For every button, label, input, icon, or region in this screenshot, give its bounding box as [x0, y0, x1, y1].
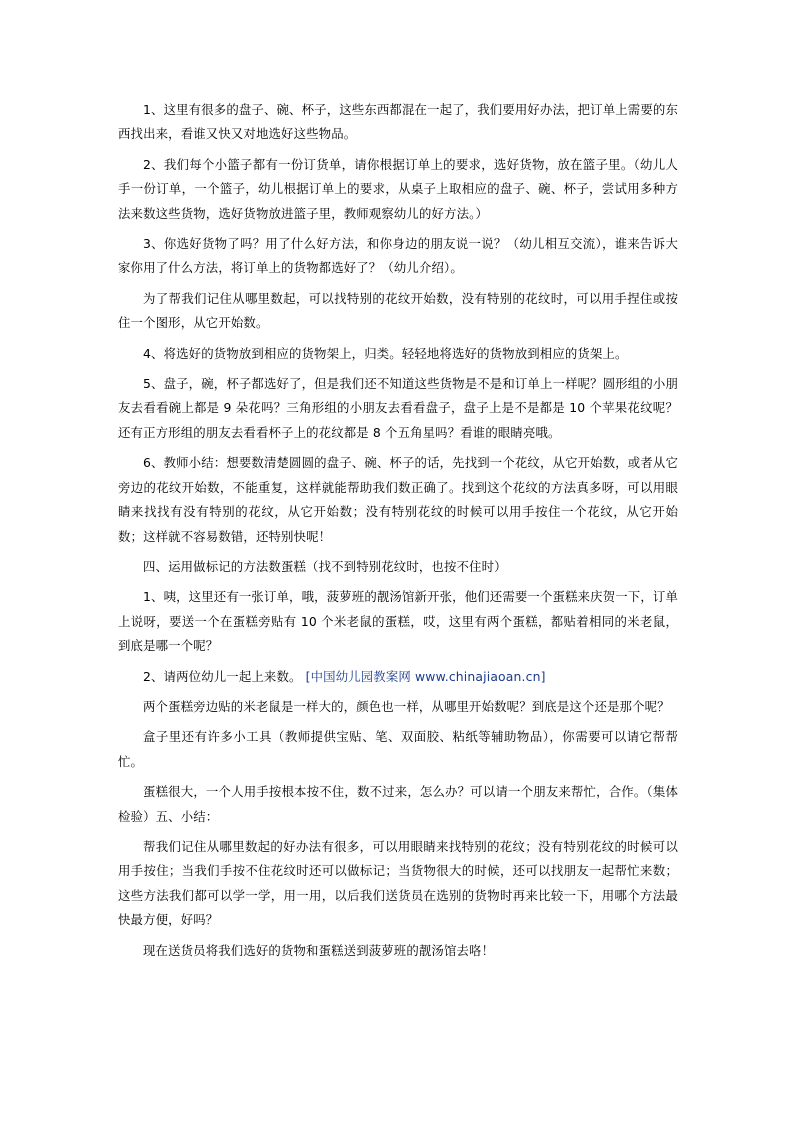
source-link[interactable]: [中国幼儿园教案网 www.chinajiaoan.cn] — [305, 668, 546, 684]
paragraph-step-3: 3、你选好货物了吗？用了什么好方法，和你身边的朋友说一说？（幼儿相互交流），谁来告诉大家你用了什么方法，将订单上的货物都选好了？（幼儿介绍）。 — [118, 236, 678, 276]
paragraph-conclusion: 帮我们记住从哪里数起的好办法有很多，可以用眼睛来找特别的花纹；没有特别花纹的时候可以用手按住；当我们手按不住花纹时还可以做标记；当货物很大的时候，还可以找朋友一起帮忙来数；这些方法我们都可以学一学，用一用，以后我们送货员在选别的货物时再来比较一下，用哪个方法最快最方便，好吗？ — [118, 838, 678, 928]
paragraph-cake-order: 1、咦，这里还有一张订单，哦，菠萝班的靓汤馆新开张，他们还需要一个蛋糕来庆贺一下，订单上说呀，要送一个在蛋糕旁贴有 10 个米老鼠的蛋糕，哎，这里有两个蛋糕，都贴着相同的米老鼠，到底是哪一个呢？ — [118, 589, 678, 654]
paragraph-counting-tip: 为了帮我们记住从哪里数起，可以找特别的花纹开始数，没有特别的花纹时，可以用手捏住或按住一个图形，从它开始数。 — [118, 290, 678, 331]
paragraph-step-5: 5、盘子，碗，杯子都选好了，但是我们还不知道这些货物是不是和订单上一样呢？圆形组的小朋友去看看碗上都是 9 朵花吗？三角形组的小朋友去看看盘子，盘子上是不是都是 10 个苹果花纹呢？还有正方形组的朋友去看看杯子上的花纹都是 8 个五角星吗？看谁的眼睛亮哦。 — [118, 376, 678, 440]
paragraph-step-4: 4、将选好的货物放到相应的货物架上，归类。轻轻地将选好的货物放到相应的货架上。 — [143, 345, 628, 361]
paragraph-closing: 现在送货员将我们选好的货物和蛋糕送到菠萝班的靓汤馆去咯！ — [143, 942, 495, 958]
document-page — [118, 98, 678, 969]
paragraph-mickey-question: 两个蛋糕旁边贴的米老鼠是一样大的，颜色也一样，从哪里开始数呢？到底是这个还是那个呢？ — [143, 698, 670, 714]
paragraph-cooperation: 蛋糕很大，一个人用手按根本按不住，数不过来，怎么办？可以请一个朋友来帮忙，合作。（集体检验）五、小结： — [118, 784, 678, 824]
paragraph-two-children — [118, 665, 678, 689]
paragraph-tools: 盒子里还有许多小工具（教师提供宝贴、笔、双面胶、粘纸等辅助物品），你需要可以请它帮帮忙。 — [118, 729, 678, 769]
paragraph-two-children-text: 2、请两位幼儿一起上来数。 — [143, 668, 302, 684]
paragraph-step-6-summary: 6、教师小结：想要数清楚圆圆的盘子、碗、杯子的话，先找到一个花纹，从它开始数，或者从它旁边的花纹开始数，不能重复，这样就能帮助我们数正确了。找到这个花纹的方法真多呀，可以用眼睛来找找有没有特别的花纹，从它开始数；没有特别花纹的时候可以用手按住一个花纹，从它开始数；这样就不容易数错，还特别快呢！ — [118, 455, 678, 544]
paragraph-step-2: 2、我们每个小篮子都有一份订货单，请你根据订单上的要求，选好货物，放在篮子里。（幼儿人手一份订单，一个篮子，幼儿根据订单上的要求，从桌子上取相应的盘子、碗、杯子，尝试用多种方法来数这些货物，选好货物放进篮子里，教师观察幼儿的好方法。） — [118, 156, 678, 221]
paragraph-step-1: 1、这里有很多的盘子、碗、杯子，这些东西都混在一起了，我们要用好办法，把订单上需要的东西找出来，看谁又快又对地选好这些物品。 — [118, 102, 678, 142]
section-heading-4: 四、运用做标记的方法数蛋糕（找不到特别花纹时，也按不住时） — [143, 558, 507, 574]
